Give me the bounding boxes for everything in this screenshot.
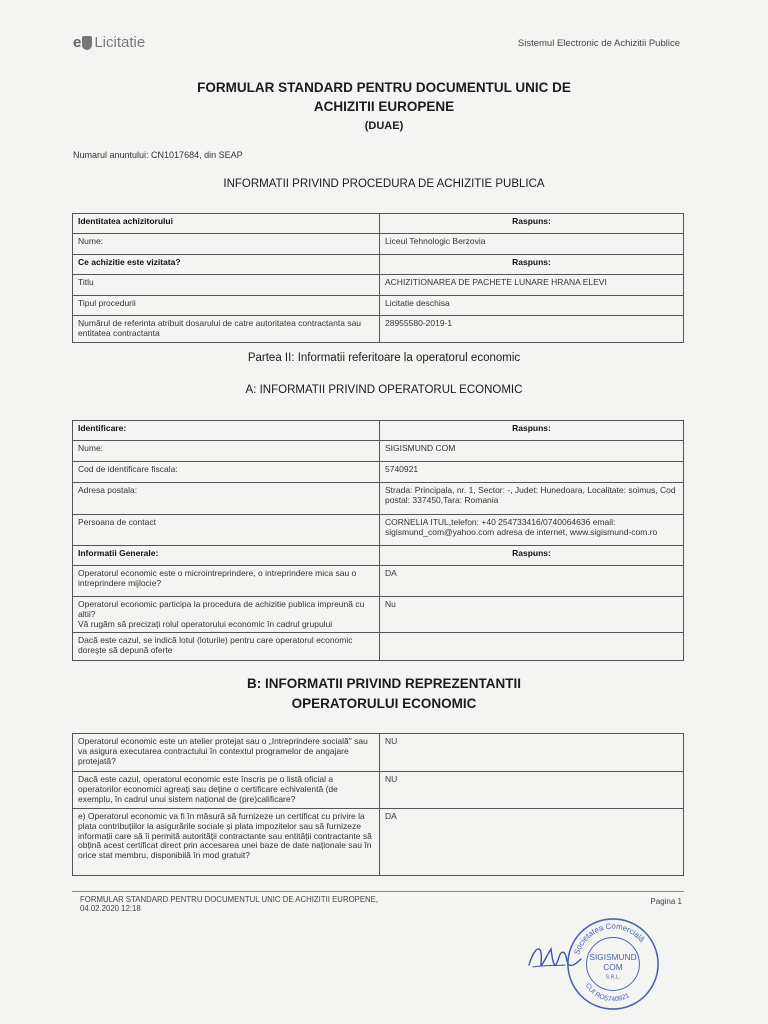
table-row — [73, 633, 684, 661]
table-header-row — [73, 214, 684, 234]
table-row — [73, 462, 684, 483]
answer-cell: Raspuns: — [380, 421, 684, 441]
table-header-row — [73, 546, 684, 566]
question-cell: Persoana de contact — [73, 515, 380, 546]
announcement-number: Numarul anuntului: CN1017684, din SEAP — [73, 150, 243, 160]
question-cell: Dacă este cazul, operatorul economic este înscris pe o listă oficial a operatorilor economici agreați sau deține o certificare echivalentă (de exemplu, în cadrul unui sistem național de (pre)calificare? — [73, 772, 380, 809]
table-row — [73, 275, 684, 296]
answer-cell: Liceul Tehnologic Berzovia — [380, 234, 684, 255]
answer-cell: Raspuns: — [380, 214, 684, 234]
table-row — [73, 809, 684, 876]
logo-text: Licitatie — [94, 34, 146, 51]
question-cell: Operatorul economic participa la procedura de achizitie publica impreună cu altii? Vă rugăm să precizați rolul operatorului economic în cadrul grupului — [73, 597, 380, 633]
table-row — [73, 566, 684, 597]
company-stamp — [564, 915, 662, 1013]
table-row — [73, 441, 684, 462]
page-number: Pagina 1 — [650, 897, 682, 906]
answer-cell: Licitatie deschisa — [380, 296, 684, 316]
question-cell: Tipul procedurii — [73, 296, 380, 316]
operator-table — [72, 420, 684, 661]
table-row — [73, 316, 684, 343]
question-cell: Numărul de referinta atribuit dosarului de catre autoritatea contractanta sau entitatea contractanta — [73, 316, 380, 343]
answer-cell: 5740921 — [380, 462, 684, 483]
question-cell: Adresa postala: — [73, 483, 380, 515]
system-name: Sistemul Electronic de Achizitii Publice — [517, 38, 680, 49]
form-title-line1: FORMULAR STANDARD PENTRU DOCUMENTUL UNIC DE — [197, 80, 571, 95]
table-row — [73, 483, 684, 515]
table-header-row — [73, 421, 684, 441]
question-cell: Nume: — [73, 234, 380, 255]
answer-cell: DA — [380, 566, 684, 597]
question-cell: Nume: — [73, 441, 380, 462]
question-cell: Identificare: — [73, 421, 380, 441]
section-b-title-line1: B: INFORMATII PRIVIND REPREZENTANTII — [247, 676, 521, 691]
elicitatie-logo — [73, 34, 145, 51]
answer-cell: CORNELIA ITUL,telefon: +40 254733416/0740064636 email: sigismund_com@yahoo.com adresa de internet, www.sigismund-com.ro — [380, 515, 684, 546]
procedure-table — [72, 213, 684, 343]
table-row — [73, 772, 684, 809]
answer-cell: ACHIZITIONAREA DE PACHETE LUNARE HRANA ELEVI — [380, 275, 684, 296]
section-procedure-title: INFORMATII PRIVIND PROCEDURA DE ACHIZITIE PUBLICA — [223, 178, 545, 190]
form-title-line3: (DUAE) — [364, 120, 404, 132]
question-cell: Cod de identificare fiscala: — [73, 462, 380, 483]
question-cell: Operatorul economic este o microintreprindere, o intreprindere mica sau o intreprindere mijlocie? — [73, 566, 380, 597]
table-row — [73, 597, 684, 633]
answer-cell: DA — [380, 809, 684, 876]
stamp-ring-text: Societatea Comercială — [572, 921, 647, 956]
answer-cell: NU — [380, 734, 684, 772]
answer-cell: SIGISMUND COM — [380, 441, 684, 462]
part2-title: Partea II: Informatii referitoare la operatorul economic — [247, 352, 521, 364]
answer-cell: Strada: Principala, nr. 1, Sector: -, Judet: Hunedoara, Localitate: soimus, Cod postal: 337450,Tara: Romania — [380, 483, 684, 515]
question-cell: Identitatea achizitorului — [73, 214, 380, 234]
answer-cell: Raspuns: — [380, 255, 684, 275]
section-a-title: A: INFORMATII PRIVIND OPERATORUL ECONOMIC — [245, 384, 523, 396]
answer-cell — [380, 633, 684, 661]
section-b-title-line2: OPERATORULUI ECONOMIC — [291, 696, 477, 711]
question-cell: Informatii Generale: — [73, 546, 380, 566]
table-row — [73, 234, 684, 255]
logo-e: e — [73, 34, 82, 51]
table-row — [73, 734, 684, 772]
stamp-center-line2: COM — [603, 961, 623, 972]
answer-cell: 28955580-2019-1 — [380, 316, 684, 343]
footer-text: FORMULAR STANDARD PENTRU DOCUMENTUL UNIC DE ACHIZITII EUROPENE, 04.02.2020 12:18 — [80, 895, 379, 913]
table-row — [73, 296, 684, 316]
answer-cell: Nu — [380, 597, 684, 633]
question-cell: Operatorul economic este un atelier protejat sau o „Intreprindere socială" sau va asigura executarea contractului în contextul programelor de angajare protejată? — [73, 734, 380, 772]
question-cell: e) Operatorul economic va fi în măsură să furnizeze un certificat cu privire la plata contribuțiilor la asigurările sociale și plata impozitelor sau să furnizeze informații care să îi permită autorității contractante sau entității contractante să obțină acest certificat direct prin accesarea unei baze de date naționale sau în orice stat membru, disponibilă în mod gratuit? — [73, 809, 380, 876]
answer-cell: Raspuns: — [380, 546, 684, 566]
stamp-center-line1: SIGISMUND — [589, 952, 637, 963]
answer-cell: NU — [380, 772, 684, 809]
question-cell: Titlu — [73, 275, 380, 296]
table-header-row — [73, 255, 684, 275]
form-title-line2: ACHIZITII EUROPENE — [313, 99, 455, 114]
question-cell: Ce achizitie este vizitata? — [73, 255, 380, 275]
representatives-table — [72, 733, 684, 876]
table-row — [73, 515, 684, 546]
question-cell: Dacă este cazul, se indică lotul (loturile) pentru care operatorul economic doreşte să depună oferte — [73, 633, 380, 661]
stamp-bottom-text: CUI RO5740921 — [583, 982, 631, 1004]
stamp-center-line3: S.R.L. — [605, 974, 621, 981]
shield-icon — [82, 36, 92, 50]
footer-divider — [72, 891, 684, 892]
